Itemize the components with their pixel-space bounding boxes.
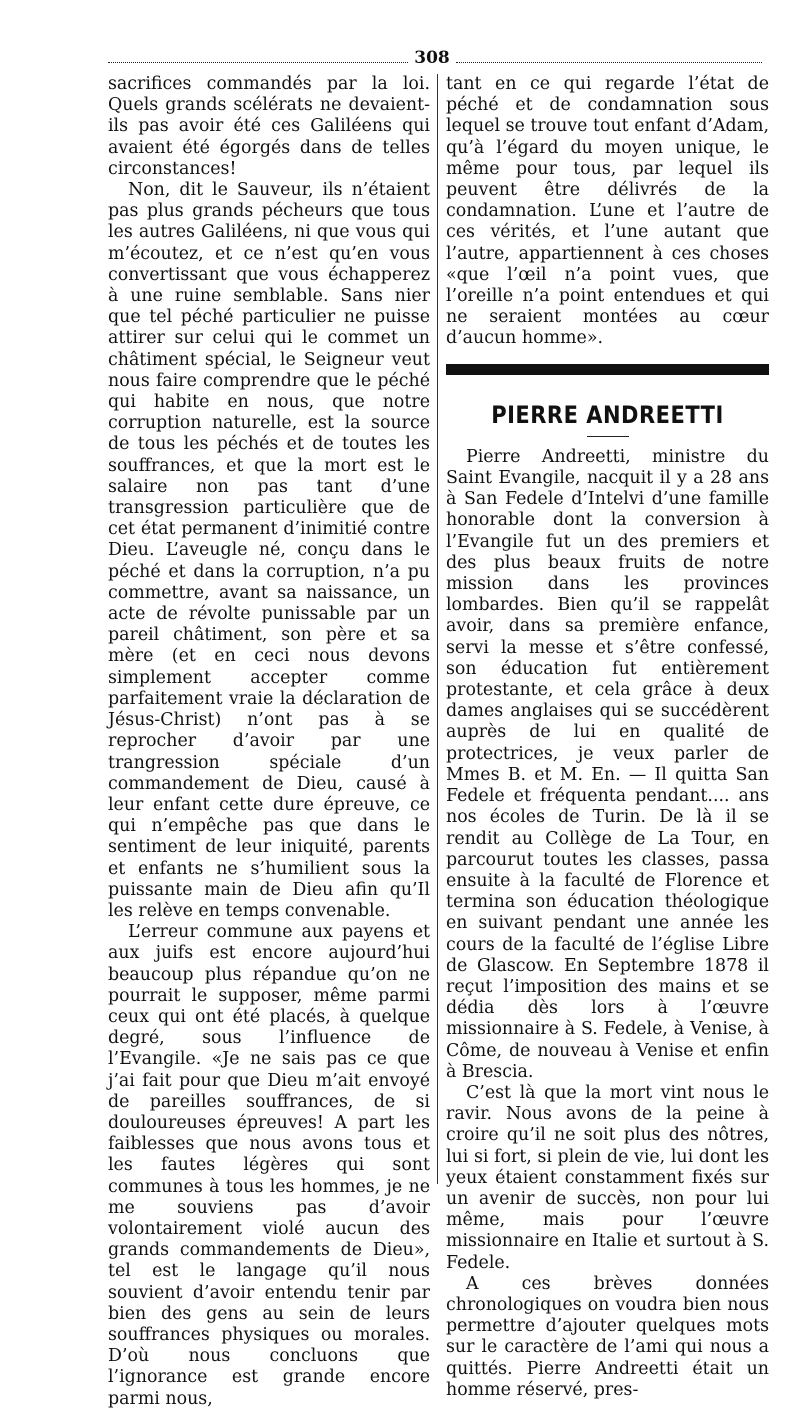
- column-divider: [437, 74, 438, 1184]
- paragraph: tant en ce qui regarde l’état de péché et de condamnation sous lequel se trouve tout enfant d’Adam, qu’à l’égard du moyen unique, le même pour tous, par lequel ils peuvent être délivrés de la condamnation. L’une et l’autre de ces vérités, et l’une autant que l’autre, appartiennent à ces choses «que l’œil n’a point vues, que l’oreille n’a point entendues et qui ne seraient montées au cœur d’aucun homme».: [446, 74, 769, 349]
- paragraph: Non, dit le Sauveur, ils n’étaient pas plus grands pécheurs que tous les autres Galiléens, ni que vous qui m’écoutez, et ce n’est qu’en vous convertissant que vous échapperez à une ruine semblable. Sans nier que tel péché particulier ne puisse attirer sur celui qui le commet un châtiment spécial, le Seigneur veut nous faire comprendre que le péché qui habite en nous, que notre corruption naturelle, est la source de tous les péchés et de toutes les souffrances, et que la mort est le salaire non pas tant d’une transgression particulière que de cet état permanent d’inimitié contre Dieu. L’aveugle né, conçu dans le péché et dans la corruption, n’a pu commettre, avant sa naissance, un acte de révolte punissable par un pareil châtiment, son père et sa mère (et en ceci nous devons simplement accepter comme parfaitement vraie la déclaration de Jésus-Christ) n’ont pas à se reprocher d’avoir par une trangression spéciale d’un commandement de Dieu, causé à leur enfant cette dure épreuve, ce qui n’empêche pas que dans le sentiment de leur iniquité, parents et enfants ne s’humilient sous la puissante main de Dieu afin qu’Il les relève en temps convenable.: [108, 180, 430, 921]
- left-column: [108, 74, 430, 1410]
- paragraph: Pierre Andreetti, ministre du Saint Evangile, nacquit il y a 28 ans à San Fedele d’Intelvi d’une famille honorable dont la conversion à l’Evangile fut un des premiers et des plus beaux fruits de notre mission dans les provinces lombardes. Bien qu’il se rappelât avoir, dans sa première enfance, servi la messe et s’être confessé, son éducation fut entièrement protestante, et cela grâce à deux dames anglaises qui se succédèrent auprès de lui en qualité de protectrices, je veux parler de Mmes B. et M. En. — Il quitta San Fedele et fréquenta pendant.... ans nos écoles de Turin. De là il se rendit au Collège de La Tour, en parcourut toutes les classes, passa ensuite à la faculté de Florence et termina son éducation théologique en suivant pendant une année les cours de la faculté de l’église Libre de Glascow. En Septembre 1878 il reçut l’imposition des mains et se dédia dès lors à l’œuvre missionnaire à S. Fedele, à Venise, à Côme, de nouveau à Venise et enfin à Brescia.: [446, 446, 769, 1082]
- paragraph: C’est là que la mort vint nous le ravir. Nous avons de la peine à croire qu’il ne soit plus des nôtres, lui si fort, si plein de vie, lui dont les yeux étaient constamment fixés sur un avenir de succès, non pour lui même, mais pour l’œuvre missionnaire en Italie et surtout à S. Fedele.: [446, 1082, 769, 1273]
- paragraph: A ces brèves données chronologiques on voudra bien nous permettre d’ajouter quelques mots sur le caractère de l’ami qui nous a quittés. Pierre Andreetti était un homme réservé, pres-: [446, 1273, 769, 1400]
- page-number: 308: [414, 48, 450, 68]
- paragraph: sacrifices commandés par la loi. Quels grands scélérats ne devaient-ils pas avoir été ces Galiléens qui avaient été égorgés dans de telles circonstances!: [108, 74, 430, 179]
- section-separator: [446, 364, 769, 375]
- header-rule-right: [456, 62, 762, 63]
- section-title: PIERRE ANDREETTI: [491, 400, 724, 429]
- paragraph: L’erreur commune aux payens et aux juifs est encore aujourd’hui beaucoup plus répandue qu’on ne pourrait le supposer, même parmi ceux qui ont été placés, à quelque degré, sous l’influence de l’Evangile. «Je ne sais pas ce que j’ai fait pour que Dieu m’ait envoyé de pareilles souffrances, de si douloureuses épreuves! A part les faiblesses que nous avons tous et les fautes légères qui sont communes à tous les hommes, je ne me souviens pas d’avoir volontairement violé aucun des grands commandements de Dieu», tel est le langage qu’il nous souvient d’avoir entendu tenir par bien des gens au sein de leurs souffrances physiques ou morales. D’où nous concluons que l’ignorance est grande encore parmi nous,: [108, 922, 430, 1409]
- right-column: [446, 74, 769, 1401]
- header-rule-left: [108, 62, 408, 63]
- title-underline: [587, 436, 629, 437]
